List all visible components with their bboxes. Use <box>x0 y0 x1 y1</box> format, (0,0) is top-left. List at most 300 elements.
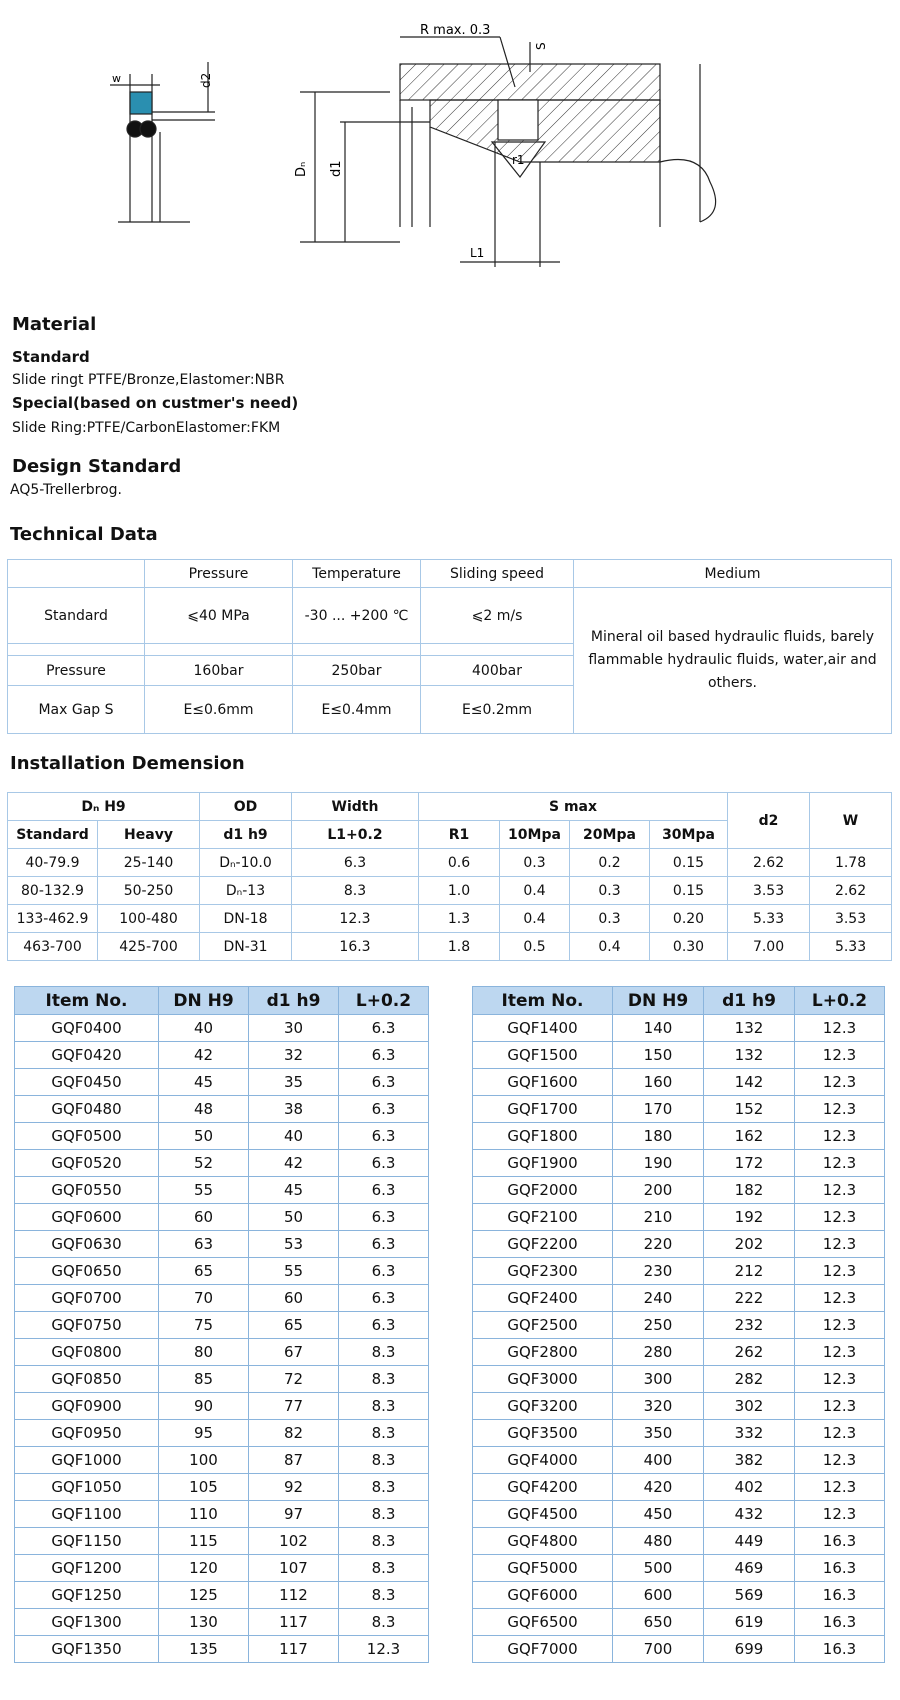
item-row <box>15 1312 429 1339</box>
item-dn-cell: 85 <box>159 1366 249 1393</box>
item-dn-cell: 220 <box>613 1231 704 1258</box>
inst-cell: 0.3 <box>500 849 570 877</box>
item-d1-cell: 469 <box>704 1555 795 1582</box>
item-no-cell: GQF1350 <box>15 1636 159 1663</box>
item-l-cell: 6.3 <box>339 1123 429 1150</box>
item-no-cell: GQF2200 <box>473 1231 613 1258</box>
inst-subheader: 20Mpa <box>570 821 650 849</box>
item-row <box>15 1420 429 1447</box>
item-d1-cell: 97 <box>249 1501 339 1528</box>
inst-row <box>8 905 892 933</box>
tech-cell: ⩽2 m/s <box>421 588 574 644</box>
inst-subheader: 30Mpa <box>650 821 728 849</box>
inst-cell: Dₙ-13 <box>200 877 292 905</box>
item-row <box>473 1501 885 1528</box>
item-l-cell: 6.3 <box>339 1312 429 1339</box>
item-d1-cell: 60 <box>249 1285 339 1312</box>
item-dn-cell: 300 <box>613 1366 704 1393</box>
item-l-cell: 6.3 <box>339 1096 429 1123</box>
design-standard-text: AQ5-Trellerbrog. <box>10 482 122 498</box>
inst-cell: 0.6 <box>419 849 500 877</box>
item-l-cell: 8.3 <box>339 1339 429 1366</box>
material-standard-text: Slide ringt PTFE/Bronze,Elastomer:NBR <box>12 372 285 388</box>
item-no-cell: GQF2500 <box>473 1312 613 1339</box>
item-row <box>15 1285 429 1312</box>
item-d1-cell: 132 <box>704 1042 795 1069</box>
material-standard-label: Standard <box>12 348 90 366</box>
label-l1: L1 <box>470 246 485 260</box>
technical-data-title: Technical Data <box>10 524 158 545</box>
item-l-cell: 12.3 <box>795 1285 885 1312</box>
inst-cell: 25-140 <box>98 849 200 877</box>
tech-cell: 250bar <box>293 656 421 686</box>
tech-header-sliding-speed: Sliding speed <box>421 560 574 588</box>
tech-spacer-cell <box>293 644 421 656</box>
item-d1-cell: 172 <box>704 1150 795 1177</box>
tech-cell: E≤0.2mm <box>421 686 574 734</box>
item-l-cell: 6.3 <box>339 1258 429 1285</box>
item-d1-cell: 117 <box>249 1609 339 1636</box>
item-l-cell: 6.3 <box>339 1285 429 1312</box>
item-header-dn: DN H9 <box>159 987 249 1015</box>
tech-header-medium: Medium <box>574 560 892 588</box>
inst-cell: 3.53 <box>728 877 810 905</box>
item-row <box>15 1258 429 1285</box>
inst-cell: 0.4 <box>500 905 570 933</box>
label-d1: d1 <box>329 160 344 177</box>
item-no-cell: GQF0950 <box>15 1420 159 1447</box>
item-row <box>15 1339 429 1366</box>
item-dn-cell: 700 <box>613 1636 704 1663</box>
item-d1-cell: 82 <box>249 1420 339 1447</box>
item-d1-cell: 142 <box>704 1069 795 1096</box>
item-row <box>473 1609 885 1636</box>
item-row <box>15 1069 429 1096</box>
inst-row <box>8 933 892 961</box>
item-row <box>473 1393 885 1420</box>
item-no-cell: GQF1800 <box>473 1123 613 1150</box>
item-no-cell: GQF0850 <box>15 1366 159 1393</box>
item-no-cell: GQF0700 <box>15 1285 159 1312</box>
inst-row <box>8 877 892 905</box>
item-row <box>15 1150 429 1177</box>
item-row <box>15 1042 429 1069</box>
item-no-cell: GQF2800 <box>473 1339 613 1366</box>
item-no-cell: GQF7000 <box>473 1636 613 1663</box>
inst-cell: 100-480 <box>98 905 200 933</box>
item-l-cell: 12.3 <box>795 1312 885 1339</box>
item-row <box>473 1528 885 1555</box>
item-no-cell: GQF4500 <box>473 1501 613 1528</box>
item-no-cell: GQF1600 <box>473 1069 613 1096</box>
item-no-cell: GQF0600 <box>15 1204 159 1231</box>
item-dn-cell: 65 <box>159 1258 249 1285</box>
item-row <box>473 1285 885 1312</box>
item-dn-cell: 240 <box>613 1285 704 1312</box>
item-row <box>473 1069 885 1096</box>
item-l-cell: 12.3 <box>795 1069 885 1096</box>
item-dn-cell: 170 <box>613 1096 704 1123</box>
item-row <box>473 1042 885 1069</box>
inst-cell: 2.62 <box>728 849 810 877</box>
inst-subheader: Standard <box>8 821 98 849</box>
item-dn-cell: 45 <box>159 1069 249 1096</box>
item-dn-cell: 500 <box>613 1555 704 1582</box>
item-l-cell: 12.3 <box>795 1204 885 1231</box>
inst-row <box>8 849 892 877</box>
item-dn-cell: 180 <box>613 1123 704 1150</box>
installation-table <box>7 792 892 961</box>
item-dn-cell: 600 <box>613 1582 704 1609</box>
item-no-cell: GQF1500 <box>473 1042 613 1069</box>
item-no-cell: GQF1000 <box>15 1447 159 1474</box>
item-l-cell: 12.3 <box>795 1042 885 1069</box>
item-no-cell: GQF1900 <box>473 1150 613 1177</box>
item-d1-cell: 102 <box>249 1528 339 1555</box>
inst-cell: 425-700 <box>98 933 200 961</box>
item-row <box>15 1015 429 1042</box>
tech-header-empty <box>8 560 145 588</box>
tech-cell: Pressure <box>8 656 145 686</box>
item-l-cell: 8.3 <box>339 1528 429 1555</box>
item-no-cell: GQF6500 <box>473 1609 613 1636</box>
item-l-cell: 12.3 <box>795 1123 885 1150</box>
item-l-cell: 6.3 <box>339 1231 429 1258</box>
item-no-cell: GQF0420 <box>15 1042 159 1069</box>
inst-cell: 0.20 <box>650 905 728 933</box>
inst-cell: Dₙ-10.0 <box>200 849 292 877</box>
item-row <box>473 1096 885 1123</box>
item-dn-cell: 50 <box>159 1123 249 1150</box>
inst-subheader: L1+0.2 <box>292 821 419 849</box>
item-l-cell: 16.3 <box>795 1636 885 1663</box>
item-d1-cell: 42 <box>249 1150 339 1177</box>
item-d1-cell: 38 <box>249 1096 339 1123</box>
inst-cell: 463-700 <box>8 933 98 961</box>
inst-cell: 1.8 <box>419 933 500 961</box>
item-dn-cell: 320 <box>613 1393 704 1420</box>
item-no-cell: GQF0750 <box>15 1312 159 1339</box>
item-dn-cell: 115 <box>159 1528 249 1555</box>
item-dn-cell: 450 <box>613 1501 704 1528</box>
item-no-cell: GQF6000 <box>473 1582 613 1609</box>
item-row <box>15 1393 429 1420</box>
item-no-cell: GQF3500 <box>473 1420 613 1447</box>
item-row <box>15 1501 429 1528</box>
item-no-cell: GQF0630 <box>15 1231 159 1258</box>
item-row <box>473 1123 885 1150</box>
tech-cell: -30 ... +200 ℃ <box>293 588 421 644</box>
item-header-l: L+0.2 <box>339 987 429 1015</box>
item-d1-cell: 449 <box>704 1528 795 1555</box>
item-row <box>473 1231 885 1258</box>
item-no-cell: GQF2100 <box>473 1204 613 1231</box>
item-l-cell: 16.3 <box>795 1582 885 1609</box>
item-row <box>473 1366 885 1393</box>
item-d1-cell: 212 <box>704 1258 795 1285</box>
inst-cell: 0.3 <box>570 877 650 905</box>
tech-cell: 160bar <box>145 656 293 686</box>
item-row <box>15 1555 429 1582</box>
inst-cell: 1.0 <box>419 877 500 905</box>
item-no-cell: GQF0480 <box>15 1096 159 1123</box>
inst-header-d2: d2 <box>728 793 810 849</box>
item-no-cell: GQF0450 <box>15 1069 159 1096</box>
item-no-cell: GQF4200 <box>473 1474 613 1501</box>
item-d1-cell: 35 <box>249 1069 339 1096</box>
item-row <box>15 1447 429 1474</box>
item-row <box>15 1582 429 1609</box>
item-dn-cell: 400 <box>613 1447 704 1474</box>
inst-subheader: R1 <box>419 821 500 849</box>
item-l-cell: 12.3 <box>795 1339 885 1366</box>
item-d1-cell: 282 <box>704 1366 795 1393</box>
item-d1-cell: 45 <box>249 1177 339 1204</box>
inst-cell: 80-132.9 <box>8 877 98 905</box>
item-dn-cell: 135 <box>159 1636 249 1663</box>
inst-cell: 40-79.9 <box>8 849 98 877</box>
item-header-d1: d1 h9 <box>249 987 339 1015</box>
item-l-cell: 12.3 <box>795 1177 885 1204</box>
item-d1-cell: 432 <box>704 1501 795 1528</box>
item-d1-cell: 50 <box>249 1204 339 1231</box>
inst-cell: 50-250 <box>98 877 200 905</box>
item-table-right <box>472 986 885 1663</box>
label-w: w <box>112 72 121 85</box>
inst-cell: 0.5 <box>500 933 570 961</box>
item-l-cell: 6.3 <box>339 1177 429 1204</box>
item-row <box>473 1177 885 1204</box>
inst-cell: DN-18 <box>200 905 292 933</box>
tech-cell: 400bar <box>421 656 574 686</box>
inst-cell: DN-31 <box>200 933 292 961</box>
item-no-cell: GQF1400 <box>473 1015 613 1042</box>
item-d1-cell: 262 <box>704 1339 795 1366</box>
item-l-cell: 8.3 <box>339 1474 429 1501</box>
item-no-cell: GQF0400 <box>15 1015 159 1042</box>
inst-cell: 1.3 <box>419 905 500 933</box>
item-d1-cell: 402 <box>704 1474 795 1501</box>
item-no-cell: GQF0500 <box>15 1123 159 1150</box>
inst-cell: 5.33 <box>810 933 892 961</box>
item-row <box>15 1177 429 1204</box>
item-l-cell: 8.3 <box>339 1420 429 1447</box>
item-l-cell: 16.3 <box>795 1555 885 1582</box>
item-dn-cell: 150 <box>613 1042 704 1069</box>
item-dn-cell: 40 <box>159 1015 249 1042</box>
item-dn-cell: 60 <box>159 1204 249 1231</box>
item-header-item-no: Item No. <box>15 987 159 1015</box>
item-d1-cell: 232 <box>704 1312 795 1339</box>
item-dn-cell: 350 <box>613 1420 704 1447</box>
item-dn-cell: 90 <box>159 1393 249 1420</box>
item-dn-cell: 55 <box>159 1177 249 1204</box>
item-l-cell: 12.3 <box>795 1015 885 1042</box>
item-dn-cell: 110 <box>159 1501 249 1528</box>
item-l-cell: 12.3 <box>795 1366 885 1393</box>
item-dn-cell: 75 <box>159 1312 249 1339</box>
item-row <box>473 1150 885 1177</box>
item-dn-cell: 420 <box>613 1474 704 1501</box>
item-d1-cell: 67 <box>249 1339 339 1366</box>
item-dn-cell: 230 <box>613 1258 704 1285</box>
item-dn-cell: 140 <box>613 1015 704 1042</box>
item-header-dn: DN H9 <box>613 987 704 1015</box>
material-special-text: Slide Ring:PTFE/CarbonElastomer:FKM <box>12 420 281 436</box>
item-row <box>15 1636 429 1663</box>
item-no-cell: GQF2400 <box>473 1285 613 1312</box>
item-row <box>15 1528 429 1555</box>
label-s: S <box>534 42 548 50</box>
item-l-cell: 6.3 <box>339 1069 429 1096</box>
label-dn: Dₙ <box>294 161 309 177</box>
item-row <box>473 1015 885 1042</box>
inst-subheader: Heavy <box>98 821 200 849</box>
tech-cell: ⩽40 MPa <box>145 588 293 644</box>
item-no-cell: GQF1100 <box>15 1501 159 1528</box>
item-dn-cell: 100 <box>159 1447 249 1474</box>
item-no-cell: GQF1200 <box>15 1555 159 1582</box>
inst-cell: 0.15 <box>650 849 728 877</box>
item-l-cell: 12.3 <box>795 1096 885 1123</box>
item-dn-cell: 80 <box>159 1339 249 1366</box>
item-l-cell: 12.3 <box>795 1258 885 1285</box>
item-d1-cell: 92 <box>249 1474 339 1501</box>
item-d1-cell: 162 <box>704 1123 795 1150</box>
item-d1-cell: 382 <box>704 1447 795 1474</box>
tech-cell: Max Gap S <box>8 686 145 734</box>
item-dn-cell: 125 <box>159 1582 249 1609</box>
item-no-cell: GQF1700 <box>473 1096 613 1123</box>
inst-subheader: 10Mpa <box>500 821 570 849</box>
item-no-cell: GQF0550 <box>15 1177 159 1204</box>
item-row <box>473 1582 885 1609</box>
item-l-cell: 16.3 <box>795 1609 885 1636</box>
item-row <box>15 1366 429 1393</box>
tech-cell: Standard <box>8 588 145 644</box>
item-row <box>15 1204 429 1231</box>
inst-cell: 0.4 <box>570 933 650 961</box>
item-d1-cell: 202 <box>704 1231 795 1258</box>
item-d1-cell: 107 <box>249 1555 339 1582</box>
item-no-cell: GQF3000 <box>473 1366 613 1393</box>
label-r1: r1 <box>512 153 525 167</box>
item-l-cell: 12.3 <box>795 1420 885 1447</box>
tech-cell: E≤0.6mm <box>145 686 293 734</box>
item-no-cell: GQF0650 <box>15 1258 159 1285</box>
inst-cell: 0.2 <box>570 849 650 877</box>
tech-medium-text: Mineral oil based hydraulic fluids, barely flammable hydraulic fluids, water,air and others. <box>574 588 892 734</box>
material-title: Material <box>12 314 97 335</box>
item-l-cell: 12.3 <box>795 1501 885 1528</box>
item-row <box>473 1339 885 1366</box>
item-dn-cell: 130 <box>159 1609 249 1636</box>
inst-cell: 6.3 <box>292 849 419 877</box>
inst-cell: 7.00 <box>728 933 810 961</box>
item-no-cell: GQF5000 <box>473 1555 613 1582</box>
item-dn-cell: 200 <box>613 1177 704 1204</box>
item-header-d1: d1 h9 <box>704 987 795 1015</box>
item-l-cell: 12.3 <box>795 1447 885 1474</box>
item-row <box>15 1231 429 1258</box>
item-l-cell: 12.3 <box>339 1636 429 1663</box>
item-d1-cell: 40 <box>249 1123 339 1150</box>
item-no-cell: GQF0520 <box>15 1150 159 1177</box>
item-row <box>473 1420 885 1447</box>
item-d1-cell: 77 <box>249 1393 339 1420</box>
item-dn-cell: 160 <box>613 1069 704 1096</box>
inst-subheader: d1 h9 <box>200 821 292 849</box>
item-d1-cell: 192 <box>704 1204 795 1231</box>
item-l-cell: 12.3 <box>795 1474 885 1501</box>
item-l-cell: 6.3 <box>339 1042 429 1069</box>
item-l-cell: 8.3 <box>339 1366 429 1393</box>
item-dn-cell: 650 <box>613 1609 704 1636</box>
item-d1-cell: 30 <box>249 1015 339 1042</box>
item-l-cell: 8.3 <box>339 1582 429 1609</box>
item-l-cell: 6.3 <box>339 1015 429 1042</box>
inst-cell: 0.30 <box>650 933 728 961</box>
item-dn-cell: 120 <box>159 1555 249 1582</box>
item-dn-cell: 190 <box>613 1150 704 1177</box>
item-dn-cell: 250 <box>613 1312 704 1339</box>
item-d1-cell: 182 <box>704 1177 795 1204</box>
item-row <box>473 1204 885 1231</box>
item-d1-cell: 72 <box>249 1366 339 1393</box>
item-dn-cell: 105 <box>159 1474 249 1501</box>
item-no-cell: GQF0800 <box>15 1339 159 1366</box>
item-header-l: L+0.2 <box>795 987 885 1015</box>
item-no-cell: GQF1300 <box>15 1609 159 1636</box>
item-d1-cell: 117 <box>249 1636 339 1663</box>
item-l-cell: 16.3 <box>795 1528 885 1555</box>
item-l-cell: 8.3 <box>339 1501 429 1528</box>
item-row <box>15 1474 429 1501</box>
item-l-cell: 6.3 <box>339 1204 429 1231</box>
inst-cell: 133-462.9 <box>8 905 98 933</box>
tech-header-pressure: Pressure <box>145 560 293 588</box>
item-dn-cell: 70 <box>159 1285 249 1312</box>
item-l-cell: 8.3 <box>339 1555 429 1582</box>
technical-data-table <box>7 559 892 734</box>
item-header-item-no: Item No. <box>473 987 613 1015</box>
tech-spacer-cell <box>421 644 574 656</box>
item-no-cell: GQF4000 <box>473 1447 613 1474</box>
item-row <box>473 1312 885 1339</box>
inst-cell: 0.3 <box>570 905 650 933</box>
inst-header-w: W <box>810 793 892 849</box>
inst-header-dn: Dₙ H9 <box>8 793 200 821</box>
seal-technical-drawing <box>100 12 780 302</box>
item-l-cell: 6.3 <box>339 1150 429 1177</box>
item-d1-cell: 112 <box>249 1582 339 1609</box>
item-row <box>473 1258 885 1285</box>
item-no-cell: GQF3200 <box>473 1393 613 1420</box>
item-no-cell: GQF2000 <box>473 1177 613 1204</box>
item-l-cell: 8.3 <box>339 1447 429 1474</box>
item-row <box>473 1555 885 1582</box>
item-row <box>15 1096 429 1123</box>
item-dn-cell: 42 <box>159 1042 249 1069</box>
material-special-label: Special(based on custmer's need) <box>12 394 299 412</box>
inst-header-smax: S max <box>419 793 728 821</box>
item-d1-cell: 619 <box>704 1609 795 1636</box>
item-d1-cell: 53 <box>249 1231 339 1258</box>
groove-assembly <box>300 37 716 267</box>
item-dn-cell: 480 <box>613 1528 704 1555</box>
inst-cell: 12.3 <box>292 905 419 933</box>
inst-header-od: OD <box>200 793 292 821</box>
